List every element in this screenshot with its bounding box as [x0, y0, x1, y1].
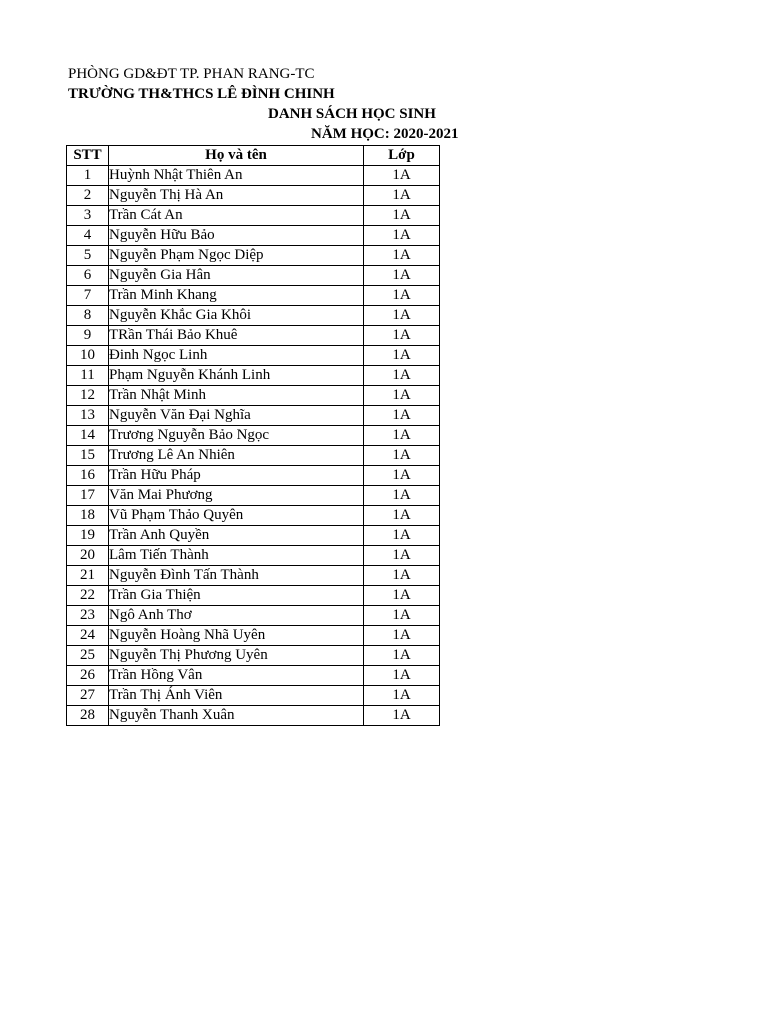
- row-class-cell: 1A: [364, 286, 440, 306]
- table-row: [67, 626, 440, 646]
- table-row: [67, 526, 440, 546]
- table-row: [67, 546, 440, 566]
- row-stt-cell: 3: [67, 206, 109, 226]
- table-row: [67, 326, 440, 346]
- row-class-cell: 1A: [364, 406, 440, 426]
- table-row: [67, 286, 440, 306]
- row-class-cell: 1A: [364, 386, 440, 406]
- row-name-cell: Nguyễn Văn Đại Nghĩa: [109, 406, 364, 426]
- row-class-cell: 1A: [364, 626, 440, 646]
- row-class-cell: 1A: [364, 526, 440, 546]
- row-stt-cell: 20: [67, 546, 109, 566]
- row-class-cell: 1A: [364, 446, 440, 466]
- table-row: [67, 226, 440, 246]
- row-stt-cell: 9: [67, 326, 109, 346]
- header-stt: STT: [67, 146, 109, 166]
- row-class-cell: 1A: [364, 426, 440, 446]
- row-stt-cell: 21: [67, 566, 109, 586]
- row-stt-cell: 23: [67, 606, 109, 626]
- table-row: [67, 506, 440, 526]
- row-name-cell: Vũ Phạm Thảo Quyên: [109, 506, 364, 526]
- table-row: [67, 166, 440, 186]
- row-name-cell: Trần Hữu Pháp: [109, 466, 364, 486]
- row-name-cell: Đinh Ngọc Linh: [109, 346, 364, 366]
- row-class-cell: 1A: [364, 206, 440, 226]
- row-class-cell: 1A: [364, 166, 440, 186]
- row-stt-cell: 25: [67, 646, 109, 666]
- row-class-cell: 1A: [364, 586, 440, 606]
- table-row: [67, 206, 440, 226]
- table-row: [67, 246, 440, 266]
- row-name-cell: Nguyễn Thị Hà An: [109, 186, 364, 206]
- student-list-table: [66, 145, 440, 726]
- department-name: PHÒNG GD&ĐT TP. PHAN RANG-TC: [68, 66, 315, 82]
- row-name-cell: Nguyễn Đình Tấn Thành: [109, 566, 364, 586]
- row-stt-cell: 14: [67, 426, 109, 446]
- row-class-cell: 1A: [364, 506, 440, 526]
- row-stt-cell: 6: [67, 266, 109, 286]
- row-stt-cell: 18: [67, 506, 109, 526]
- row-name-cell: Trần Gia Thiện: [109, 586, 364, 606]
- table-row: [67, 686, 440, 706]
- row-stt-cell: 13: [67, 406, 109, 426]
- table-row: [67, 646, 440, 666]
- table-row: [67, 606, 440, 626]
- row-stt-cell: 19: [67, 526, 109, 546]
- school-name: TRƯỜNG TH&THCS LÊ ĐÌNH CHINH: [68, 86, 335, 102]
- row-name-cell: Trần Nhật Minh: [109, 386, 364, 406]
- row-stt-cell: 27: [67, 686, 109, 706]
- row-stt-cell: 5: [67, 246, 109, 266]
- row-name-cell: Nguyễn Hữu Bảo: [109, 226, 364, 246]
- row-class-cell: 1A: [364, 686, 440, 706]
- row-class-cell: 1A: [364, 366, 440, 386]
- row-name-cell: Lâm Tiến Thành: [109, 546, 364, 566]
- row-stt-cell: 26: [67, 666, 109, 686]
- table-row: [67, 486, 440, 506]
- header-class: Lớp: [364, 146, 440, 166]
- document-title: DANH SÁCH HỌC SINH: [268, 106, 436, 122]
- row-class-cell: 1A: [364, 646, 440, 666]
- row-name-cell: Trương Nguyễn Bảo Ngọc: [109, 426, 364, 446]
- row-stt-cell: 24: [67, 626, 109, 646]
- table-row: [67, 266, 440, 286]
- row-stt-cell: 2: [67, 186, 109, 206]
- row-stt-cell: 17: [67, 486, 109, 506]
- row-stt-cell: 15: [67, 446, 109, 466]
- row-class-cell: 1A: [364, 666, 440, 686]
- row-stt-cell: 1: [67, 166, 109, 186]
- row-name-cell: Trần Anh Quyền: [109, 526, 364, 546]
- row-class-cell: 1A: [364, 306, 440, 326]
- table-header-row: [67, 146, 440, 166]
- table-row: [67, 666, 440, 686]
- row-name-cell: Huỳnh Nhật Thiên An: [109, 166, 364, 186]
- row-stt-cell: 22: [67, 586, 109, 606]
- row-stt-cell: 10: [67, 346, 109, 366]
- table-row: [67, 186, 440, 206]
- row-stt-cell: 8: [67, 306, 109, 326]
- table-row: [67, 466, 440, 486]
- row-class-cell: 1A: [364, 346, 440, 366]
- row-class-cell: 1A: [364, 606, 440, 626]
- table-row: [67, 306, 440, 326]
- row-stt-cell: 7: [67, 286, 109, 306]
- row-class-cell: 1A: [364, 546, 440, 566]
- row-name-cell: Nguyễn Phạm Ngọc Diệp: [109, 246, 364, 266]
- table-row: [67, 426, 440, 446]
- row-name-cell: Trần Thị Ánh Viên: [109, 686, 364, 706]
- row-name-cell: TRần Thái Bảo Khuê: [109, 326, 364, 346]
- row-class-cell: 1A: [364, 326, 440, 346]
- row-name-cell: Trần Cát An: [109, 206, 364, 226]
- row-name-cell: Văn Mai Phương: [109, 486, 364, 506]
- row-class-cell: 1A: [364, 246, 440, 266]
- table-body: [67, 166, 440, 726]
- table-row: [67, 366, 440, 386]
- row-class-cell: 1A: [364, 486, 440, 506]
- row-stt-cell: 4: [67, 226, 109, 246]
- header-name: Họ và tên: [109, 146, 364, 166]
- row-name-cell: Ngô Anh Thơ: [109, 606, 364, 626]
- row-name-cell: Trần Hồng Vân: [109, 666, 364, 686]
- row-class-cell: 1A: [364, 706, 440, 726]
- row-name-cell: Trần Minh Khang: [109, 286, 364, 306]
- row-class-cell: 1A: [364, 226, 440, 246]
- row-stt-cell: 11: [67, 366, 109, 386]
- row-stt-cell: 12: [67, 386, 109, 406]
- row-name-cell: Nguyễn Thanh Xuân: [109, 706, 364, 726]
- row-name-cell: Nguyễn Khắc Gia Khôi: [109, 306, 364, 326]
- row-stt-cell: 16: [67, 466, 109, 486]
- school-year: NĂM HỌC: 2020-2021: [311, 126, 459, 142]
- row-class-cell: 1A: [364, 186, 440, 206]
- row-name-cell: Trương Lê An Nhiên: [109, 446, 364, 466]
- table-row: [67, 346, 440, 366]
- table-row: [67, 406, 440, 426]
- row-class-cell: 1A: [364, 566, 440, 586]
- row-name-cell: Phạm Nguyễn Khánh Linh: [109, 366, 364, 386]
- row-name-cell: Nguyễn Gia Hân: [109, 266, 364, 286]
- table-row: [67, 706, 440, 726]
- row-stt-cell: 28: [67, 706, 109, 726]
- row-name-cell: Nguyễn Thị Phương Uyên: [109, 646, 364, 666]
- table-row: [67, 586, 440, 606]
- row-class-cell: 1A: [364, 466, 440, 486]
- table-row: [67, 446, 440, 466]
- table-row: [67, 386, 440, 406]
- row-class-cell: 1A: [364, 266, 440, 286]
- table-row: [67, 566, 440, 586]
- row-name-cell: Nguyễn Hoàng Nhã Uyên: [109, 626, 364, 646]
